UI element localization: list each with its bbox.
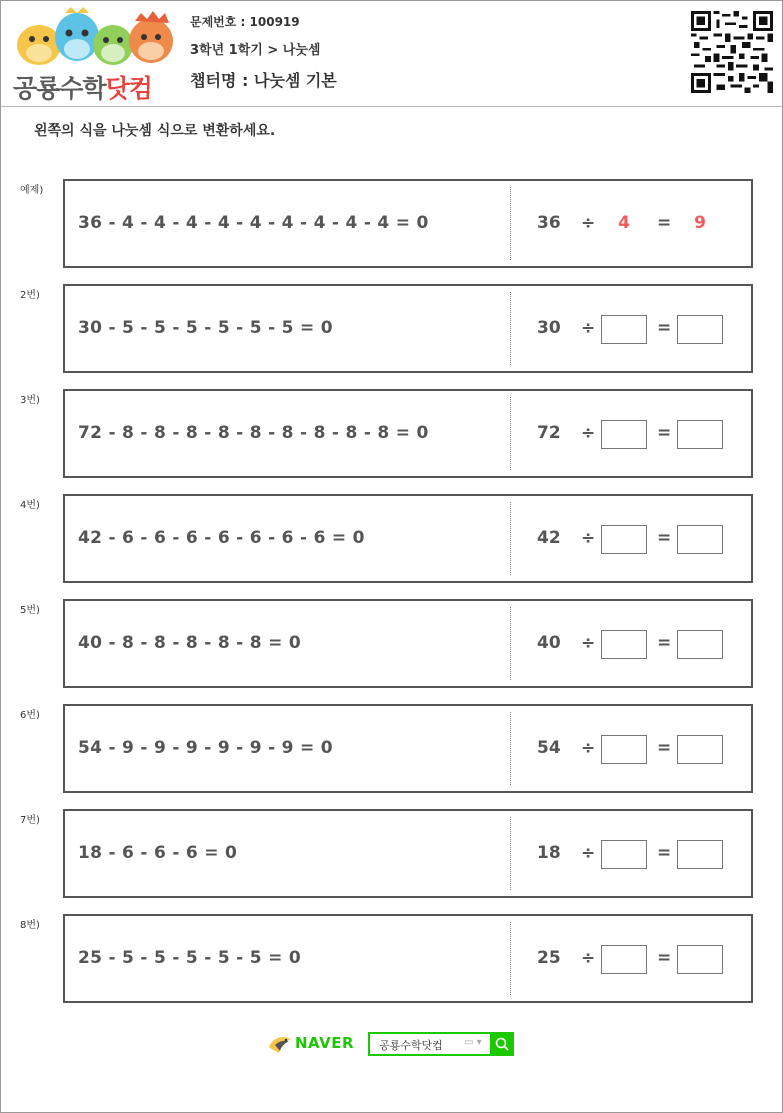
example-divisor: 4	[618, 213, 630, 233]
problem-box	[63, 284, 753, 373]
dividend: 54	[537, 738, 561, 758]
quotient-answer-box[interactable]	[677, 315, 723, 344]
row-label: 4번)	[20, 500, 40, 511]
row-label: 5번)	[20, 605, 40, 616]
page-header	[1, 1, 782, 107]
divisor-answer-box[interactable]	[601, 840, 647, 869]
subtraction-expression: 30 - 5 - 5 - 5 - 5 - 5 - 5 = 0	[78, 318, 333, 338]
row-label: 예제)	[20, 185, 44, 196]
problem-box	[63, 179, 753, 268]
qr-code-icon[interactable]	[691, 11, 773, 93]
dividend: 36	[537, 213, 561, 233]
division-expression	[537, 286, 747, 371]
problem-box	[63, 914, 753, 1003]
logo-text-accent: 닷컴	[105, 74, 152, 103]
dividend: 18	[537, 843, 561, 863]
logo-text-main: 공룡수학	[13, 74, 106, 103]
divide-sign: ÷	[581, 738, 596, 758]
row-label: 7번)	[20, 815, 40, 826]
search-query: 공룡수학닷컴	[379, 1039, 443, 1052]
division-expression	[537, 391, 747, 476]
division-expression	[537, 601, 747, 686]
quotient-answer-box[interactable]	[677, 735, 723, 764]
dividend: 30	[537, 318, 561, 338]
row-label: 3번)	[20, 395, 40, 406]
keyboard-icon[interactable]: ▭ ▾	[464, 1037, 482, 1048]
dotted-divider	[510, 187, 511, 260]
equals-sign: =	[657, 633, 672, 653]
row-label: 2번)	[20, 290, 40, 301]
division-expression	[537, 706, 747, 791]
subtraction-expression: 18 - 6 - 6 - 6 = 0	[78, 843, 238, 863]
problem-box	[63, 599, 753, 688]
naver-logo-text: NAVER	[295, 1034, 355, 1052]
chapter-title: 챕터명 : 나눗셈 기본	[190, 71, 337, 90]
divide-sign: ÷	[581, 213, 596, 233]
quotient-answer-box[interactable]	[677, 840, 723, 869]
search-icon	[490, 1032, 514, 1056]
course-breadcrumb: 3학년 1학기 > 나눗셈	[190, 43, 321, 58]
division-expression	[537, 181, 747, 266]
subtraction-expression: 54 - 9 - 9 - 9 - 9 - 9 - 9 = 0	[78, 738, 333, 758]
dividend: 42	[537, 528, 561, 548]
dotted-divider	[510, 292, 511, 365]
division-expression	[537, 496, 747, 581]
quotient-answer-box[interactable]	[677, 630, 723, 659]
problem-box	[63, 494, 753, 583]
divide-sign: ÷	[581, 633, 596, 653]
dividend: 72	[537, 423, 561, 443]
division-expression	[537, 811, 747, 896]
divisor-answer-box[interactable]	[601, 525, 647, 554]
divisor-answer-box[interactable]	[601, 735, 647, 764]
divide-sign: ÷	[581, 843, 596, 863]
search-button[interactable]	[490, 1032, 514, 1056]
equals-sign: =	[657, 528, 672, 548]
divisor-answer-box[interactable]	[601, 945, 647, 974]
row-label: 6번)	[20, 710, 40, 721]
divide-sign: ÷	[581, 528, 596, 548]
problem-box	[63, 389, 753, 478]
search-input[interactable]	[368, 1032, 514, 1056]
subtraction-expression: 40 - 8 - 8 - 8 - 8 - 8 = 0	[78, 633, 301, 653]
equals-sign: =	[657, 738, 672, 758]
dotted-divider	[510, 397, 511, 470]
divisor-answer-box[interactable]	[601, 630, 647, 659]
divide-sign: ÷	[581, 318, 596, 338]
problem-box	[63, 704, 753, 793]
problem-box	[63, 809, 753, 898]
divisor-answer-box[interactable]	[601, 315, 647, 344]
divide-sign: ÷	[581, 423, 596, 443]
dotted-divider	[510, 712, 511, 785]
quotient-answer-box[interactable]	[677, 525, 723, 554]
divide-sign: ÷	[581, 948, 596, 968]
equals-sign: =	[657, 318, 672, 338]
site-logo[interactable]	[13, 7, 175, 103]
subtraction-expression: 72 - 8 - 8 - 8 - 8 - 8 - 8 - 8 - 8 - 8 = 0	[78, 423, 429, 443]
row-label: 8번)	[20, 920, 40, 931]
dotted-divider	[510, 502, 511, 575]
example-quotient: 9	[694, 213, 706, 233]
equals-sign: =	[657, 948, 672, 968]
dotted-divider	[510, 922, 511, 995]
naver-bird-icon	[267, 1033, 293, 1057]
problem-number: 문제번호 : 100919	[190, 15, 300, 29]
subtraction-expression: 36 - 4 - 4 - 4 - 4 - 4 - 4 - 4 - 4 - 4 = 0	[78, 213, 429, 233]
dotted-divider	[510, 607, 511, 680]
instruction-text: 왼쪽의 식을 나눗셈 식으로 변환하세요.	[34, 123, 276, 139]
dividend: 25	[537, 948, 561, 968]
division-expression	[537, 916, 747, 1001]
quotient-answer-box[interactable]	[677, 945, 723, 974]
dotted-divider	[510, 817, 511, 890]
subtraction-expression: 25 - 5 - 5 - 5 - 5 - 5 = 0	[78, 948, 301, 968]
quotient-answer-box[interactable]	[677, 420, 723, 449]
dinosaur-logo-icon	[13, 7, 175, 69]
equals-sign: =	[657, 213, 672, 233]
divisor-answer-box[interactable]	[601, 420, 647, 449]
logo-wordmark	[13, 69, 175, 105]
dividend: 40	[537, 633, 561, 653]
equals-sign: =	[657, 423, 672, 443]
subtraction-expression: 42 - 6 - 6 - 6 - 6 - 6 - 6 - 6 = 0	[78, 528, 365, 548]
equals-sign: =	[657, 843, 672, 863]
